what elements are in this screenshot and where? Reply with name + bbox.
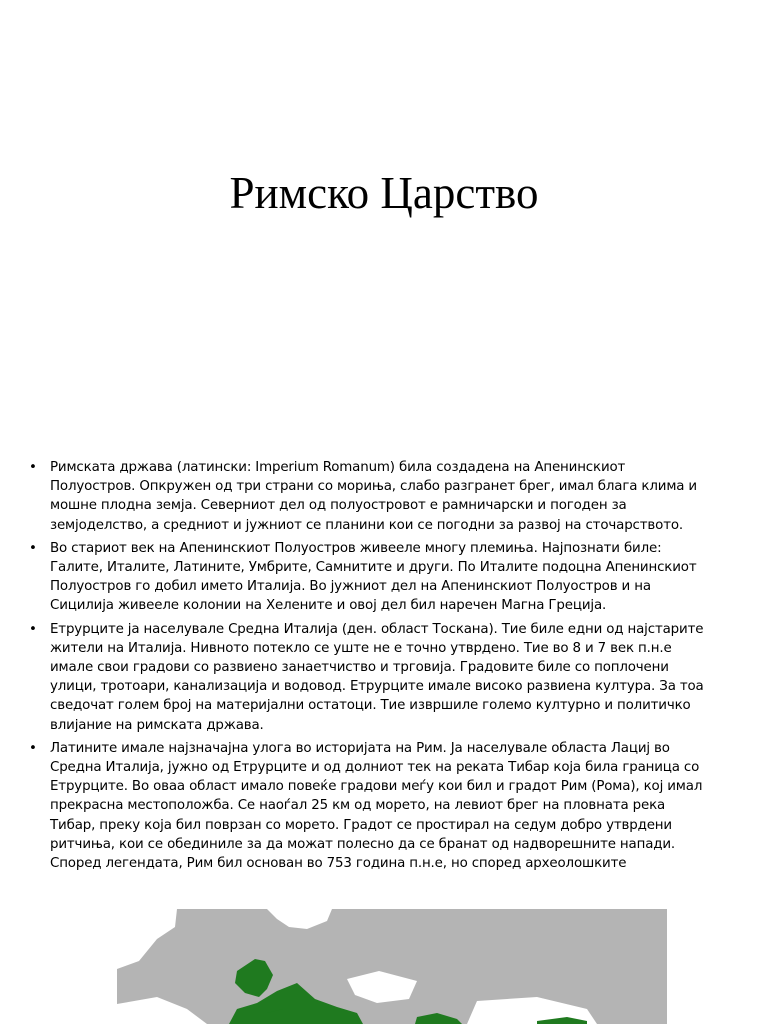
bullet-item [24,620,714,735]
bullet-icon: • [29,460,37,475]
roman-empire-map [117,909,667,1024]
bullet-item [24,458,714,535]
bullet-list [24,458,714,877]
slide-title: Римско Царство [229,168,539,218]
bullet-text: Римската држава (латински: Imperium Romanum) била создадена на Апенинскиот Полуостров. Опкружен од три страни со морињa, слабо разгранет брег, имал блага клима и мошне плодна земја. Северниот дел од полуостровот е рамничарски и погоден за земјоделство, а средниот и јужниот се планини кои се погодни за развој на сточарството. [50,460,697,533]
bullet-text: Етрурците ја населувале Средна Италија (ден. област Тоскана). Тие биле едни од најстарите жители на Италија. Нивното потекло се уште не е точно утврдено. Тие во 8 и 7 век п.н.е имале свои градови со развиено занаетчиство и трговија. Градовите биле со поплочени улици, тротоари, канализација и водовод. Етрурците имале високо развиена култура. За тоа сведочат голем број на материјални остатоци. Тие извршиле големо културно и политичко влијание на римската држава. [50,621,704,733]
map-land-area [117,909,667,1024]
bullet-item [24,539,714,616]
bullet-item [24,739,714,873]
bullet-text: Латините имале најзначајна улога во историјата на Рим. Ја населувале областа Лациј во Средна Италија, јужно од Етрурците и од долниот тек на реката Тибар која била граница со Етрурците. Во оваа област имало повеќе градови меѓу кои бил и градот Рим (Рома), кој имал прекрасна местоположба. Се наоѓал 25 км од морето, на левиот брег на пловната река Тибар, преку која бил поврзан со морето. Градот се простирал на седум добро утврдени ритчиња, кои се обединиле за да можат полесно да се бранат од надворешните напади. Според легендата, Рим бил основан во 753 година п.н.е, но според археолошките [50,740,703,872]
bullet-text: Во стариот век на Апенинскиот Полуостров живееле многу племиња. Најпознати биле: Галите, Италите, Латините, Умбрите, Самнитите и други. По Италите подоцна Апенинскиот Полуостров го добил името Италија. Во јужниот дел на Апенинскиот Полуостров и на Сицилија живееле колонии на Хелените и овој дел бил наречен Магна Грециja. [50,540,697,614]
bullet-icon: • [29,540,37,556]
bullet-icon: • [29,740,37,756]
bullet-icon: • [29,621,37,637]
